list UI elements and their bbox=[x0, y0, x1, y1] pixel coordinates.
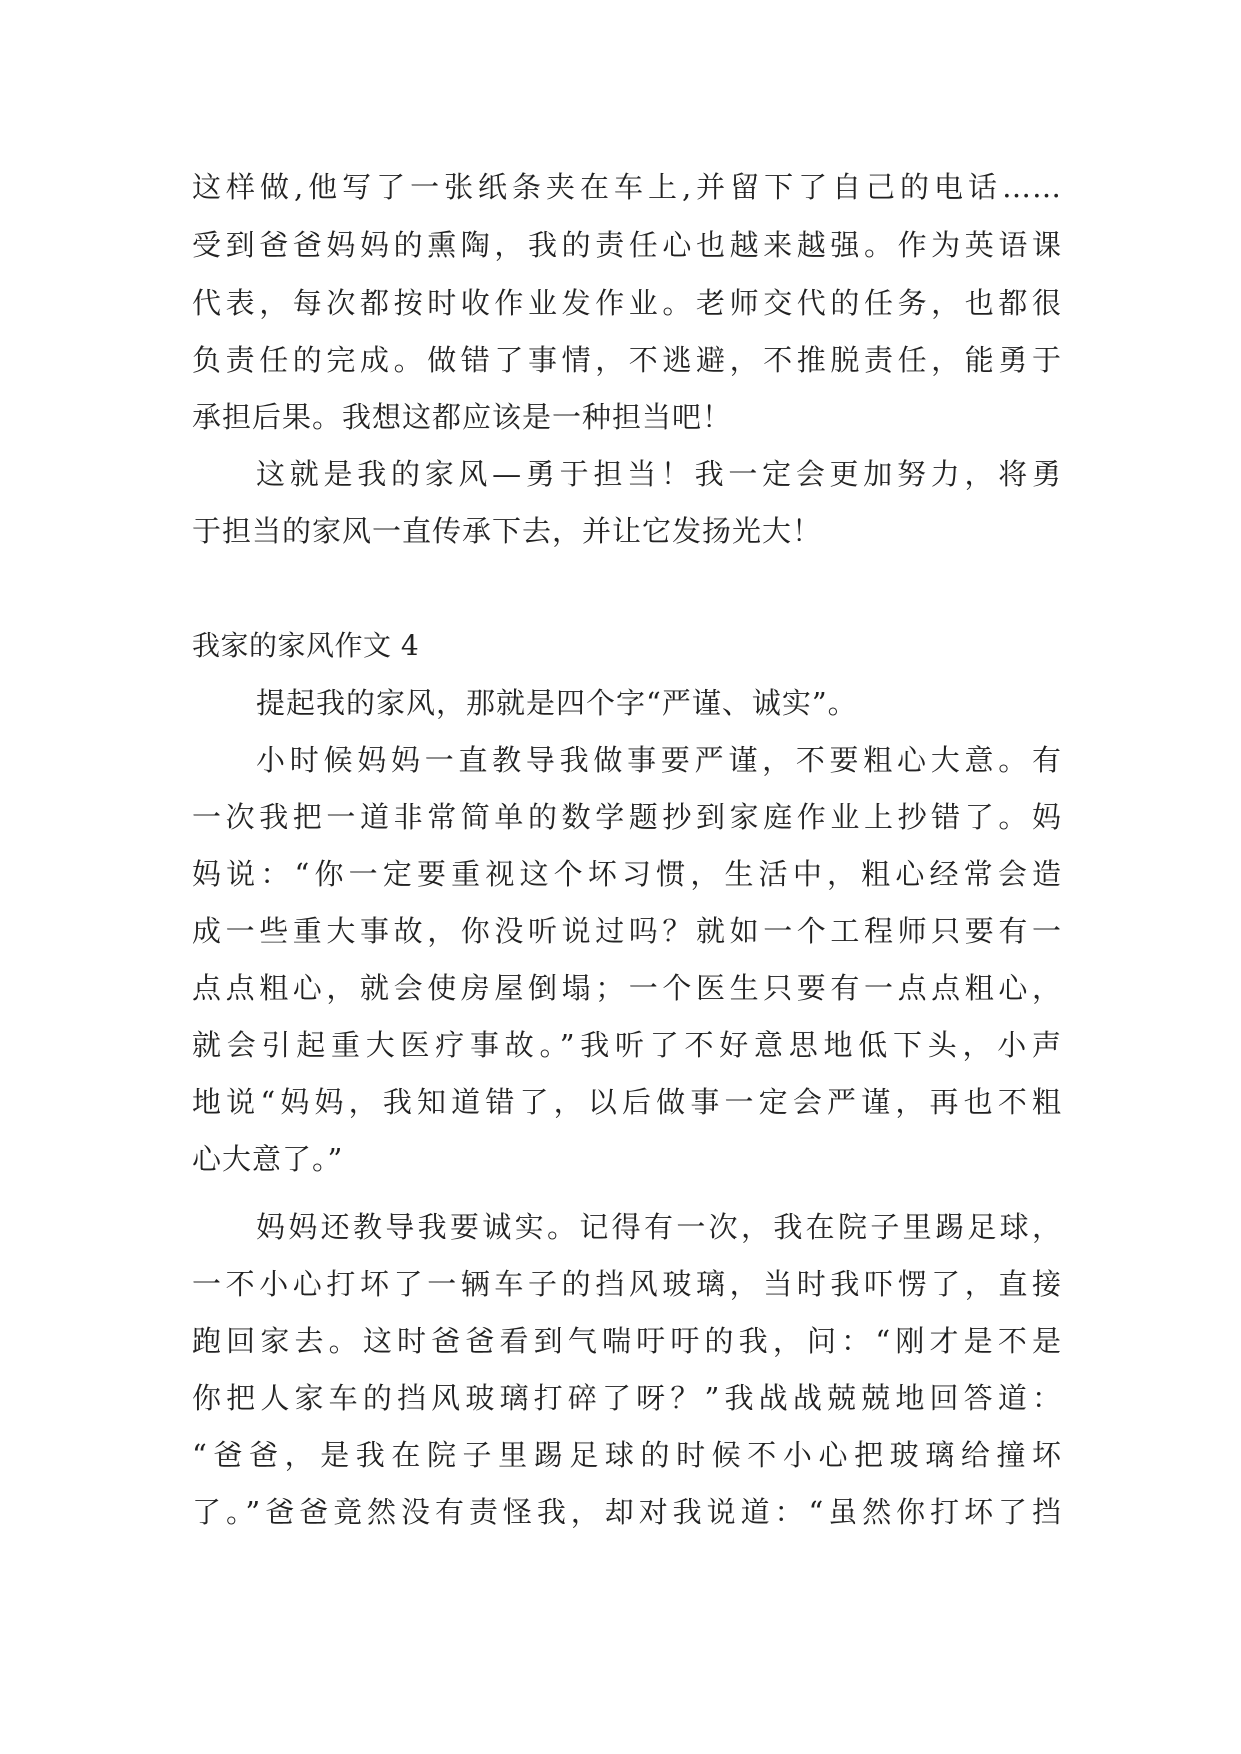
text-line: 负责任的完成。做错了事情，不逃避，不推脱责任，能勇于 bbox=[192, 343, 1062, 377]
text-line: 承担后果。我想这都应该是一种担当吧！ bbox=[192, 400, 733, 434]
text-line: 这样做,他写了一张纸条夹在车上,并留下了自己的电话…… bbox=[192, 170, 1062, 204]
text-line: 一次我把一道非常简单的数学题抄到家庭作业上抄错了。妈 bbox=[192, 800, 1062, 834]
text-line: 地说“妈妈，我知道错了，以后做事一定会严谨，再也不粗 bbox=[192, 1085, 1062, 1119]
text-line: 成一些重大事故，你没听说过吗？就如一个工程师只要有一 bbox=[192, 914, 1062, 948]
text-line: 就会引起重大医疗事故。”我听了不好意思地低下头，小声 bbox=[192, 1028, 1062, 1062]
text-line: 一不小心打坏了一辆车子的挡风玻璃，当时我吓愣了，直接 bbox=[192, 1267, 1062, 1301]
text-line: 代表，每次都按时收作业发作业。老师交代的任务，也都很 bbox=[192, 286, 1062, 320]
text-line: 小时候妈妈一直教导我做事要严谨，不要粗心大意。有 bbox=[256, 743, 1062, 777]
text-line: 你把人家车的挡风玻璃打碎了呀？”我战战兢兢地回答道： bbox=[192, 1381, 1062, 1415]
text-line: 了。”爸爸竟然没有责怪我，却对我说道：“虽然你打坏了挡 bbox=[192, 1495, 1062, 1529]
text-line: 于担当的家风一直传承下去，并让它发扬光大！ bbox=[192, 514, 823, 548]
essay-heading: 我家的家风作文 4 bbox=[192, 629, 420, 662]
text-line: 跑回家去。这时爸爸看到气喘吁吁的我，问：“刚才是不是 bbox=[192, 1324, 1062, 1358]
text-line: 妈妈还教导我要诚实。记得有一次，我在院子里踢足球， bbox=[256, 1210, 1062, 1244]
text-line: 点点粗心，就会使房屋倒塌；一个医生只要有一点点粗心， bbox=[192, 971, 1062, 1005]
text-line: 心大意了。” bbox=[192, 1142, 344, 1176]
text-line: 提起我的家风，那就是四个字“严谨、诚实”。 bbox=[256, 686, 858, 720]
text-line: “爸爸，是我在院子里踢足球的时候不小心把玻璃给撞坏 bbox=[192, 1438, 1062, 1472]
text-line: 受到爸爸妈妈的熏陶，我的责任心也越来越强。作为英语课 bbox=[192, 228, 1062, 262]
text-line: 这就是我的家风—勇于担当！我一定会更加努力，将勇 bbox=[256, 457, 1062, 491]
text-line: 妈说：“你一定要重视这个坏习惯，生活中，粗心经常会造 bbox=[192, 857, 1062, 891]
